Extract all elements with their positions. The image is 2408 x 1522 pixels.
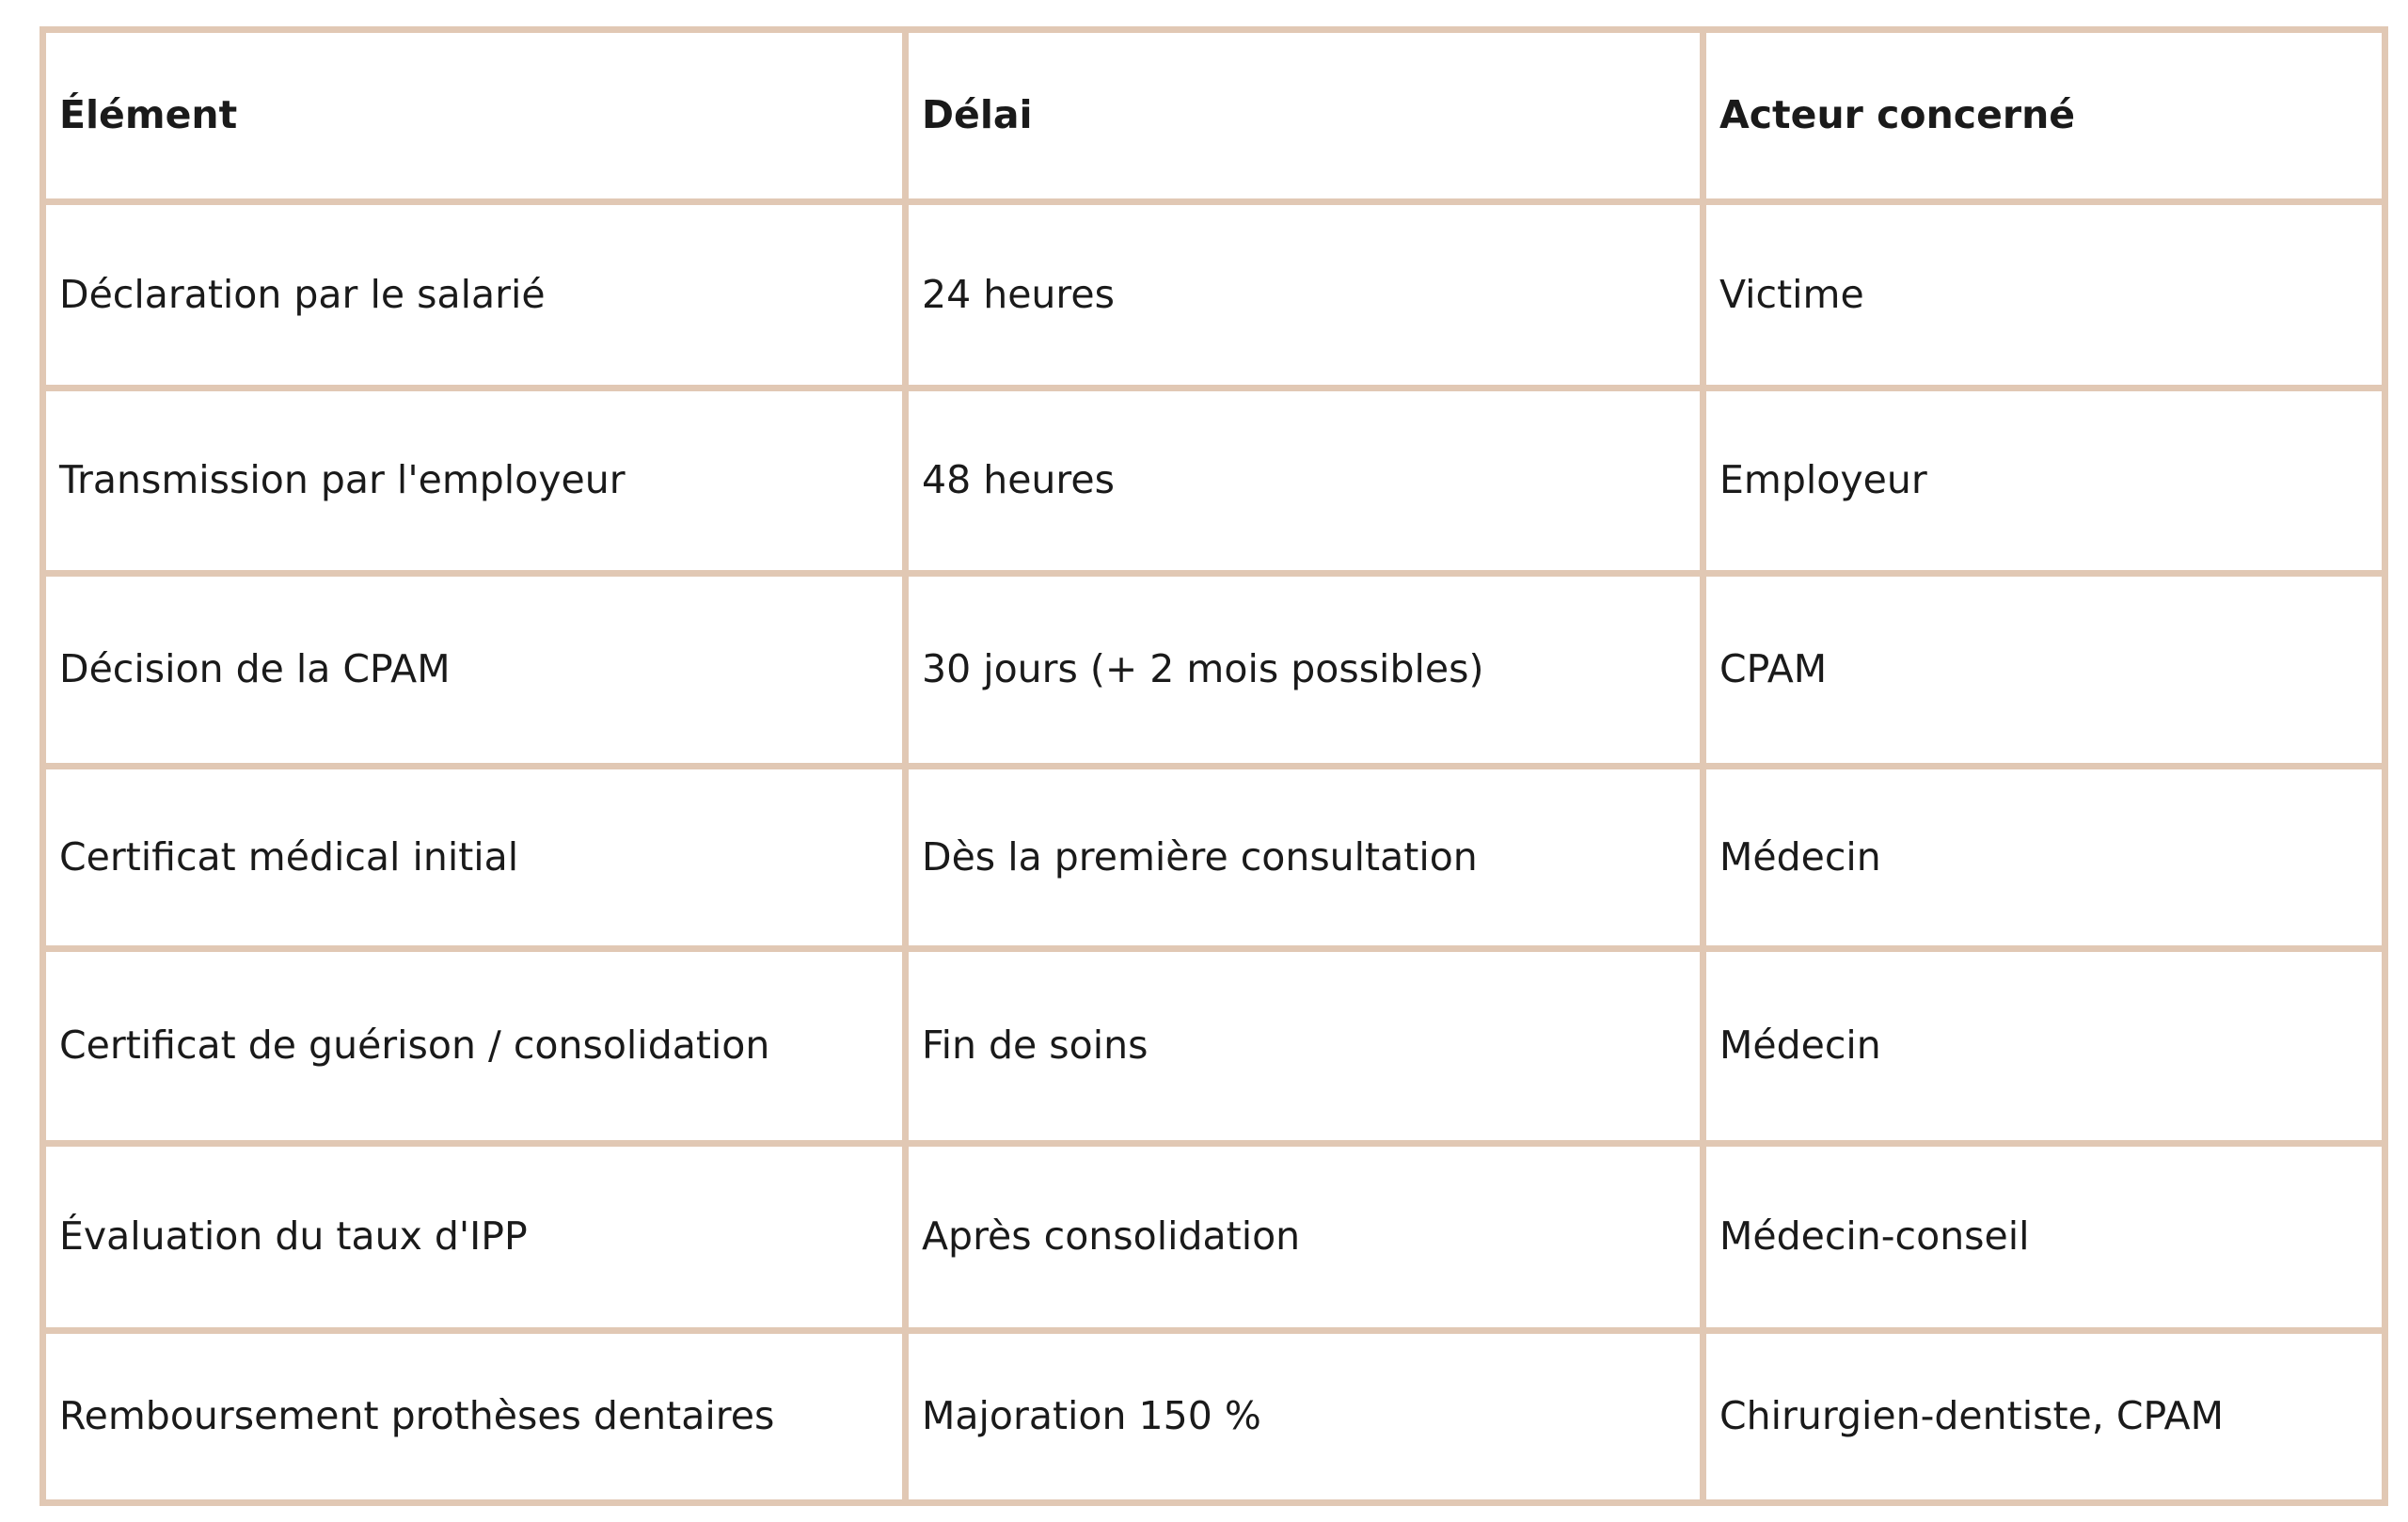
header-element: Élément (43, 30, 906, 202)
cell-delai: Dès la première consultation (906, 767, 1703, 949)
table-row (43, 574, 2385, 767)
cell-element: Certificat médical initial (43, 767, 906, 949)
cell-element: Transmission par l'employeur (43, 388, 906, 574)
cell-element: Remboursement prothèses dentaires (43, 1331, 906, 1503)
cell-delai: 30 jours (+ 2 mois possibles) (906, 574, 1703, 767)
table-row (43, 1144, 2385, 1331)
cell-acteur: Victime (1703, 202, 2385, 388)
deadlines-table (40, 26, 2388, 1506)
cell-element: Déclaration par le salarié (43, 202, 906, 388)
cell-acteur: CPAM (1703, 574, 2385, 767)
table-row (43, 949, 2385, 1144)
cell-acteur: Médecin-conseil (1703, 1144, 2385, 1331)
table-row (43, 202, 2385, 388)
table-body (43, 202, 2385, 1503)
cell-delai: Fin de soins (906, 949, 1703, 1144)
cell-delai: Majoration 150 % (906, 1331, 1703, 1503)
cell-acteur: Chirurgien-dentiste, CPAM (1703, 1331, 2385, 1503)
table-header (43, 30, 2385, 202)
cell-element: Certificat de guérison / consolidation (43, 949, 906, 1144)
cell-delai: 48 heures (906, 388, 1703, 574)
document-table-container (40, 26, 2382, 1506)
cell-element: Évaluation du taux d'IPP (43, 1144, 906, 1331)
table-row (43, 388, 2385, 574)
header-acteur: Acteur concerné (1703, 30, 2385, 202)
table-row (43, 1331, 2385, 1503)
header-row (43, 30, 2385, 202)
cell-acteur: Médecin (1703, 767, 2385, 949)
cell-element: Décision de la CPAM (43, 574, 906, 767)
cell-delai: Après consolidation (906, 1144, 1703, 1331)
table-row (43, 767, 2385, 949)
cell-delai: 24 heures (906, 202, 1703, 388)
cell-acteur: Employeur (1703, 388, 2385, 574)
cell-acteur: Médecin (1703, 949, 2385, 1144)
header-delai: Délai (906, 30, 1703, 202)
